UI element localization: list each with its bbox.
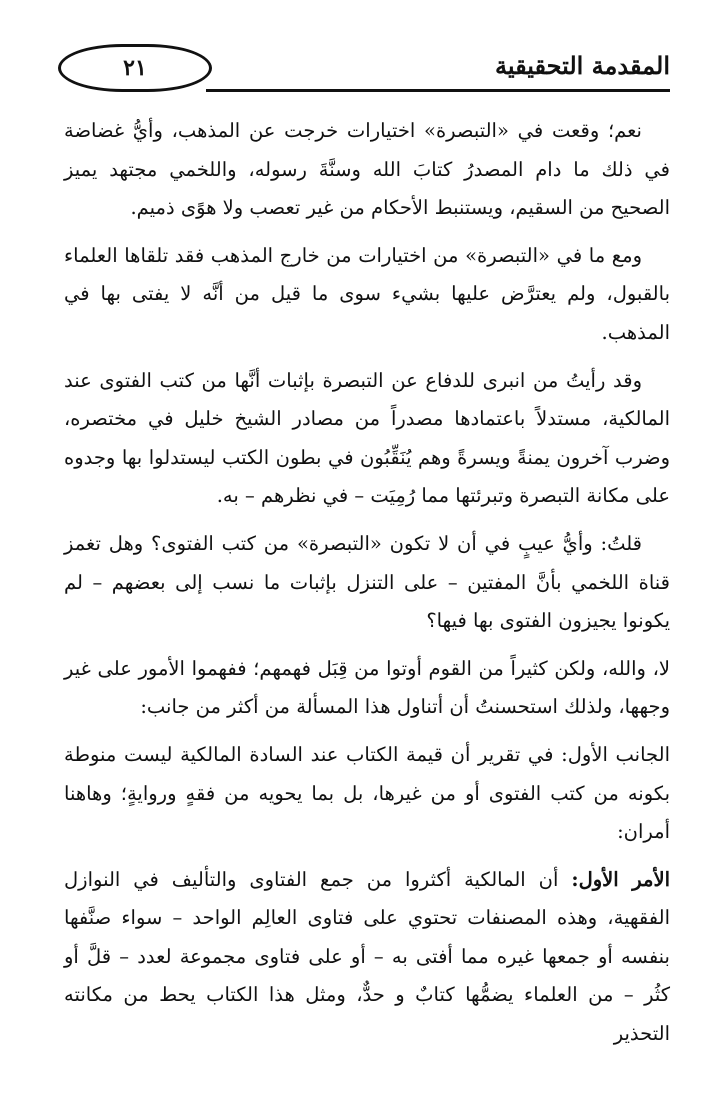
paragraph-text: أن المالكية أكثروا من جمع الفتاوى والتأليف في النوازل الفقهية، وهذه المصنفات تحتوي على فتاوى العالِم الواحد – سواء صنَّفها بنفسه أو جمعها غيره مما أفتى به – أو على فتاوى مجموعة لعدد – قلَّ أو كثُر – من العلماء يضمُّها كتابٌ و حدٌّ، ومثل هذا الكتاب يحط من مكانته التحذير (64, 867, 670, 1046)
paragraph-text: الجانب الأول: في تقرير أن قيمة الكتاب عند السادة المالكية ليست منوطة بكونه من كتب الفتوى أو من غيرها، بل بما يحويه من فقهٍ وروايةٍ؛ وهاهنا أمران: (64, 742, 670, 844)
page-header (58, 40, 670, 98)
paragraph (64, 237, 670, 353)
header-rule (206, 89, 670, 92)
paragraph-text: لا، والله، ولكن كثيراً من القوم أوتوا من قِبَل فهمهم؛ ففهموا الأمور على غير وجهها، ولذلك استحسنتُ أن أتناول هذا المسألة من أكثر من جانب: (64, 656, 670, 719)
running-title: المقدمة التحقيقية (494, 51, 670, 80)
paragraph-text: قلتُ: وأيُّ عيبٍ في أن لا تكون «التبصرة» من كتب الفتوى؟ وهل تغمز قناة اللخمي بأنَّ المفتين – على التنزل بإثبات ما نسب إلى بعضهم – لم يكونوا يجيزون الفتوى بها فيها؟ (64, 531, 670, 633)
page-number: ٢١ (123, 55, 147, 81)
paragraph-lead: الأمر الأول: (571, 867, 671, 891)
paragraph (64, 650, 670, 727)
paragraph (64, 736, 670, 852)
paragraph-text: نعم؛ وقعت في «التبصرة» اختيارات خرجت عن المذهب، وأيُّ غضاضة في ذلك ما دام المصدرُ كتابَ الله وسنَّةَ رسوله، واللخمي مجتهد يميز الصحيح من السقيم، ويستنبط الأحكام من غير تعصب ولا هوًى ذميم. (64, 119, 670, 220)
body-text (64, 112, 670, 1054)
paragraph (64, 861, 670, 1054)
paragraph-text: وقد رأيتُ من انبرى للدفاع عن التبصرة بإثبات أنَّها من كتب الفتوى عند المالكية، مستدلاً باعتمادها مصدراً من مصادر الشيخ خليل في مختصره، وضرب آخرون يمنةً ويسرةً وهم يُنَقِّبُون في بطون الكتب ليستدلوا بها وجدوه على مكانة التبصرة وتبرئتها مما رُمِيَت – في نظرهم – به. (64, 368, 670, 508)
paragraph (64, 112, 670, 228)
paragraph-text: ومع ما في «التبصرة» من اختيارات من خارج المذهب فقد تلقاها العلماء بالقبول، ولم يعترَّض عليها بشيء سوى ما قيل من أنَّه لا يفتى بها في المذهب. (64, 243, 670, 344)
paragraph (64, 362, 670, 516)
paragraph (64, 525, 670, 641)
